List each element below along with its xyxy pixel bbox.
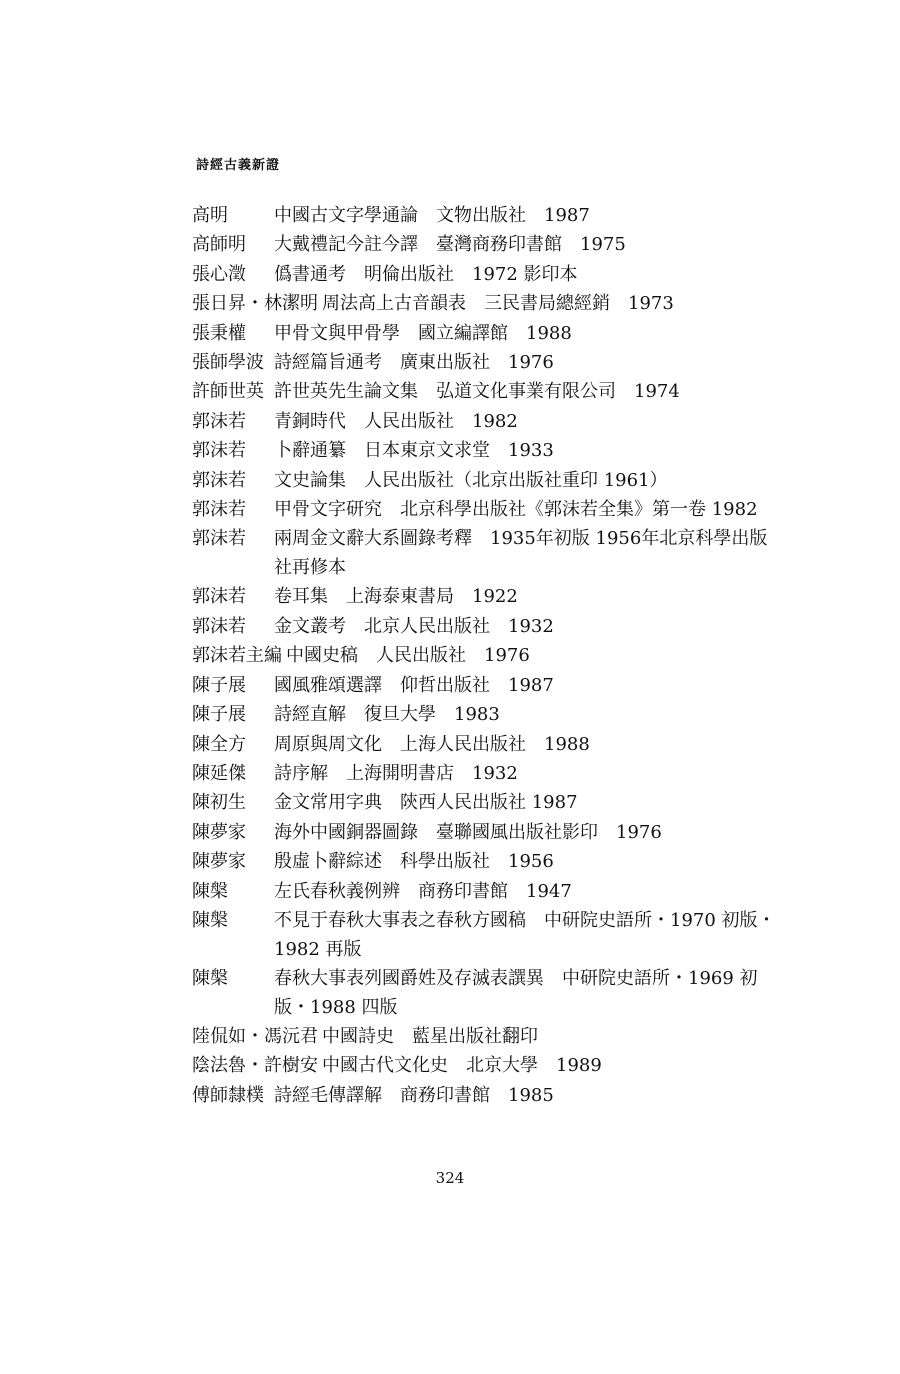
entry-details [274,407,782,436]
entry-author: 郭沫若 [192,586,246,608]
entry-author: 陳子展 [192,674,246,696]
entry-title: 中國古代文化史 [322,1055,448,1077]
entry-author: 高師明 [192,234,246,256]
entry-publication: 上海泰東書局 [346,586,454,608]
entry-details [274,495,782,524]
entry-publication: 日本東京文求堂 [364,440,490,462]
entry-title: 卷耳集 [274,586,328,608]
bibliography-entry [192,260,782,289]
bibliography-entry [192,1081,782,1110]
bibliography-entry [192,964,782,1022]
entry-details [274,1081,782,1110]
entry-publication: 1983 [454,704,500,726]
bibliography-entry [192,466,782,495]
entry-author: 陳槃 [192,880,228,902]
entry-publication: 藍星出版社翻印 [412,1025,538,1047]
entry-author: 陳夢家 [192,851,246,873]
entry-author: 郭沫若主編 [192,645,282,667]
entry-title: 詩經毛傳譯解 [274,1084,382,1106]
entry-publication: 人民出版社 [364,410,454,432]
entry-publication: 明倫出版社 [364,263,454,285]
entry-publication: 1985 [508,1084,554,1106]
entry-details [274,201,782,230]
entry-publication: 1973 [628,293,674,315]
entry-title: 中國古文字學通論 [274,205,418,226]
entry-publication: 人民出版社 [376,645,466,667]
entry-title: 殷虛卜辭綜述 [274,851,382,873]
entry-details [274,730,782,759]
bibliography-entry [192,877,782,906]
entry-title: 甲骨文字研究 [274,499,382,521]
bibliography-entry [192,495,782,524]
entry-publication: 科學出版社 [400,851,490,873]
entry-publication: 1974 [634,381,680,403]
entry-publication: 1956 [508,851,554,873]
entry-publication: 臺灣商務印書館 [436,234,562,256]
entry-publication: 1988 [526,322,572,344]
entry-title: 兩周金文辭大系圖錄考釋 [274,528,472,550]
entry-title: 周法高上古音韻表 [322,293,466,315]
entry-publication: 人民出版社（北京出版社重印 1961） [364,469,668,491]
entry-title: 文史論集 [274,469,346,491]
entry-details [274,906,782,964]
entry-publication: 國立編譯館 [418,322,508,344]
entry-author: 郭沫若 [192,469,246,491]
entry-publication: 1947 [526,880,572,902]
entry-title: 海外中國銅器圖錄 [274,821,418,843]
bibliography-entry [192,289,782,318]
entry-title: 卜辭通纂 [274,440,346,462]
bibliography-entry [192,641,782,670]
entry-title: 周原與周文化 [274,733,382,755]
entry-publication: 1987 [508,674,554,696]
entry-publication: 商務印書館 [400,1084,490,1106]
entry-author: 郭沫若 [192,410,246,432]
entry-author: 張秉權 [192,322,246,344]
bibliography-entry [192,1022,782,1051]
entry-title: 詩經篇旨通考 [274,352,382,374]
entry-publication: 廣東出版社 [400,352,490,374]
entry-publication: 文物出版社 [436,205,526,226]
entry-title: 春秋大事表列國爵姓及存滅表譔異 [274,967,544,989]
entry-author: 陳槃 [192,967,228,989]
entry-publication: 1935年初版 1956年北京科學出版社再修本 [274,528,768,579]
entry-details [274,964,782,1022]
entry-publication: 臺聯國風出版社影印 [436,821,598,843]
entry-details [274,818,782,847]
entry-author: 張心澂 [192,263,246,285]
entry-publication: 1972 影印本 [472,263,578,285]
entry-author: 陳全方 [192,733,246,755]
entry-publication: 1976 [484,645,530,667]
entry-publication: 北京人民出版社 [364,615,490,637]
entry-publication: 弘道文化事業有限公司 [436,381,616,403]
bibliography-entry [192,524,782,582]
entry-title: 左氏春秋義例辨 [274,880,400,902]
entry-title: 大戴禮記今註今譯 [274,234,418,256]
entry-details [274,319,782,348]
entry-details [274,788,782,817]
entry-publication: 中研院史語所・1970 初版・1982 再版 [274,909,776,960]
bibliography-entry [192,730,782,759]
entry-title: 許世英先生論文集 [274,381,418,403]
entry-publication: 陝西人民出版社 1987 [400,792,578,814]
entry-details [322,289,782,318]
bibliography-entry [192,582,782,611]
entry-details [274,877,782,906]
entry-title: 詩序解 [274,762,328,784]
bibliography-entry [192,906,782,964]
entry-publication: 上海開明書店 [346,762,454,784]
entry-title: 金文叢考 [274,615,346,637]
entry-author: 陳延傑 [192,762,246,784]
entry-publication: 1976 [508,352,554,374]
page-number: 324 [435,1169,465,1187]
entry-author: 陳夢家 [192,821,246,843]
bibliography-entry [192,1051,782,1080]
entry-publication: 1987 [544,205,590,226]
entry-details [274,671,782,700]
entry-publication: 北京大學 [466,1055,538,1077]
entry-details [274,230,782,259]
entry-title: 國風雅頌選譯 [274,674,382,696]
bibliography-entry [192,319,782,348]
entry-author: 郭沫若 [192,528,246,550]
bibliography-entry [192,230,782,259]
entry-publication: 1989 [556,1055,602,1077]
entry-details [274,377,782,406]
entry-author: 郭沫若 [192,615,246,637]
entry-details [286,641,782,670]
bibliography-entry [192,671,782,700]
entry-publication: 1988 [544,733,590,755]
entry-author: 陳子展 [192,704,246,726]
bibliography-entry [192,612,782,641]
entry-author: 郭沫若 [192,499,246,521]
entry-title: 僞書通考 [274,263,346,285]
entry-details [274,524,782,582]
bibliography-entry [192,759,782,788]
bibliography-entry [192,377,782,406]
bibliography-entry [192,700,782,729]
entry-author: 張師學波 [192,352,264,374]
bibliography-entry [192,847,782,876]
entry-publication: 1975 [580,234,626,256]
entry-publication: 復旦大學 [364,704,436,726]
entry-publication: 1932 [472,762,518,784]
bibliography-list [192,201,782,1110]
entry-title: 中國史稿 [286,645,358,667]
entry-details [274,582,782,611]
entry-author: 郭沫若 [192,440,246,462]
entry-details [274,466,782,495]
entry-title: 金文常用字典 [274,792,382,814]
entry-publication: 商務印書館 [418,880,508,902]
running-head: 詩經古義新證 [196,158,281,173]
entry-author: 傅師隸樸 [192,1084,264,1106]
entry-publication: 北京科學出版社《郭沫若全集》第一卷 1982 [400,499,758,521]
bibliography-entry [192,407,782,436]
entry-publication: 1976 [616,821,662,843]
entry-publication: 1922 [472,586,518,608]
entry-title: 中國詩史 [322,1025,394,1047]
entry-publication: 仰哲出版社 [400,674,490,696]
entry-title: 詩經直解 [274,704,346,726]
entry-publication: 1933 [508,440,554,462]
entry-details [274,759,782,788]
entry-publication: 1932 [508,615,554,637]
entry-details [274,847,782,876]
entry-title: 青銅時代 [274,410,346,432]
entry-author: 陸侃如・馮沅君 [192,1025,318,1047]
entry-author: 高明 [192,205,228,226]
bibliography-entry [192,201,782,230]
entry-author: 陰法魯・許樹安 [192,1055,318,1077]
entry-author: 許師世英 [192,381,264,403]
bibliography-entry [192,436,782,465]
entry-details [274,612,782,641]
entry-details [274,260,782,289]
entry-details [274,436,782,465]
entry-publication: 1982 [472,410,518,432]
bibliography-entry [192,348,782,377]
entry-publication: 上海人民出版社 [400,733,526,755]
entry-details [322,1022,782,1051]
entry-title: 不見于春秋大事表之春秋方國稿 [274,909,526,931]
entry-details [322,1051,782,1080]
entry-details [274,700,782,729]
entry-author: 張日昇・林潔明 [192,293,318,315]
entry-author: 陳槃 [192,909,228,931]
entry-author: 陳初生 [192,792,246,814]
entry-publication: 中研院史語所・1969 初版・1988 四版 [274,967,758,1018]
bibliography-entry [192,788,782,817]
entry-title: 甲骨文與甲骨學 [274,322,400,344]
entry-publication: 三民書局總經銷 [484,293,610,315]
bibliography-entry [192,818,782,847]
entry-details [274,348,782,377]
